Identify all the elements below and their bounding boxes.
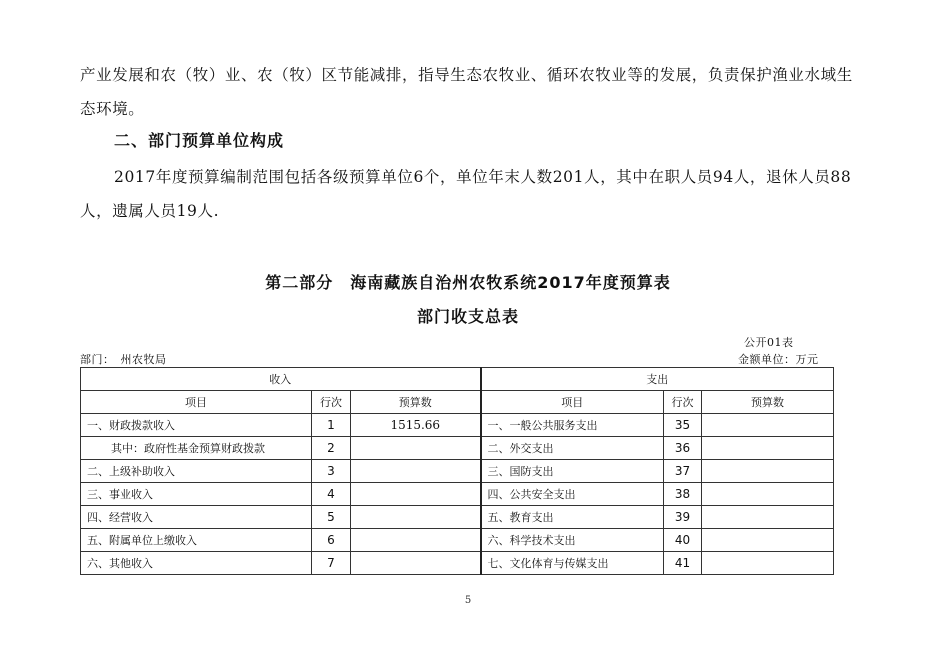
income-item: 其中：政府性基金预算财政拨款 (81, 437, 312, 460)
income-row-no: 5 (312, 506, 351, 529)
expense-item: 五、教育支出 (481, 506, 664, 529)
expense-amount (702, 437, 834, 460)
budget-summary-table (80, 367, 834, 575)
table-code: 公开01表 (744, 336, 794, 349)
income-item: 一、财政拨款收入 (81, 414, 312, 437)
page-number: 5 (464, 595, 472, 606)
income-row-no: 1 (312, 414, 351, 437)
expense-row-no: 38 (664, 483, 702, 506)
table-group-header-row (81, 368, 834, 391)
expense-item: 三、国防支出 (481, 460, 664, 483)
expense-row-no: 37 (664, 460, 702, 483)
income-row-no: 6 (312, 529, 351, 552)
expense-item: 四、公共安全支出 (481, 483, 664, 506)
table-row (81, 414, 834, 437)
income-amount (351, 529, 481, 552)
unit-composition-paragraph: 2017年度预算编制范围包括各级预算单位6个，单位年末人数201人，其中在职人员94人，退休人员88人，遗属人员19人. (80, 168, 852, 220)
income-row-no: 4 (312, 483, 351, 506)
income-budget-header: 预算数 (351, 391, 481, 414)
expense-item: 一、一般公共服务支出 (481, 414, 664, 437)
expense-item: 六、科学技术支出 (481, 529, 664, 552)
income-item: 四、经营收入 (81, 506, 312, 529)
expense-row-no: 40 (664, 529, 702, 552)
expense-row-no: 35 (664, 414, 702, 437)
income-amount (351, 506, 481, 529)
expense-item-header: 项目 (481, 391, 664, 414)
income-item: 二、上级补助收入 (81, 460, 312, 483)
expense-amount (702, 552, 834, 575)
amount-unit-label: 金额单位：万元 (738, 353, 819, 366)
income-row-no-header: 行次 (312, 391, 351, 414)
expense-row-no: 41 (664, 552, 702, 575)
part-title: 第二部分 海南藏族自治州农牧系统2017年度预算表 (265, 273, 671, 292)
expense-item: 二、外交支出 (481, 437, 664, 460)
expense-amount (702, 460, 834, 483)
income-amount: 1515.66 (351, 414, 481, 437)
income-item: 六、其他收入 (81, 552, 312, 575)
expense-budget-header: 预算数 (702, 391, 834, 414)
table-row (81, 460, 834, 483)
income-row-no: 3 (312, 460, 351, 483)
table-row (81, 483, 834, 506)
income-row-no: 2 (312, 437, 351, 460)
income-item: 三、事业收入 (81, 483, 312, 506)
income-amount (351, 483, 481, 506)
expense-row-no: 36 (664, 437, 702, 460)
income-amount (351, 460, 481, 483)
income-item: 五、附属单位上缴收入 (81, 529, 312, 552)
expense-amount (702, 483, 834, 506)
expense-item: 七、文化体育与传媒支出 (481, 552, 664, 575)
table-column-header-row (81, 391, 834, 414)
expense-row-no: 39 (664, 506, 702, 529)
expense-row-no-header: 行次 (664, 391, 702, 414)
department-label: 部门： 州农牧局 (80, 353, 167, 366)
table-row (81, 529, 834, 552)
intro-paragraph: 产业发展和农（牧）业、农（牧）区节能减排，指导生态农牧业、循环农牧业等的发展，负责保护渔业水域生态环境。 (80, 66, 853, 118)
table-row (81, 552, 834, 575)
income-header: 收入 (81, 368, 481, 391)
income-row-no: 7 (312, 552, 351, 575)
table-row (81, 506, 834, 529)
section-heading: 二、部门预算单位构成 (114, 131, 285, 150)
expense-header: 支出 (481, 368, 834, 391)
table-row (81, 437, 834, 460)
expense-amount (702, 414, 834, 437)
expense-amount (702, 506, 834, 529)
expense-amount (702, 529, 834, 552)
income-amount (351, 552, 481, 575)
income-item-header: 项目 (81, 391, 312, 414)
table-title: 部门收支总表 (416, 307, 519, 326)
income-amount (351, 437, 481, 460)
